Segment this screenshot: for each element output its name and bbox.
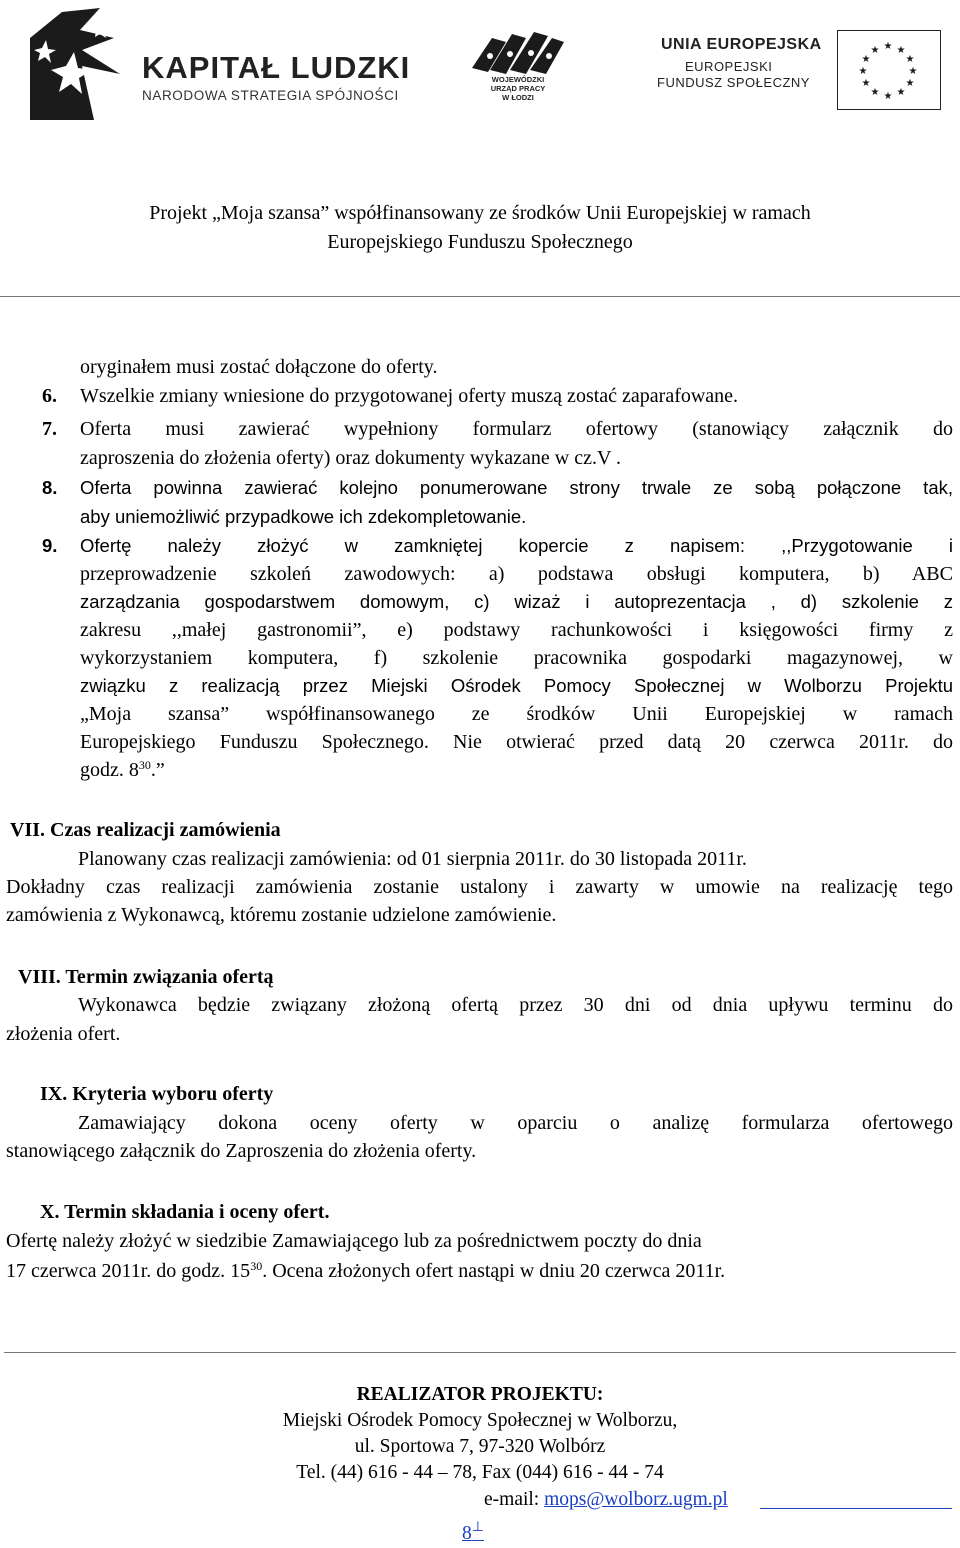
item-8-line2: aby uniemożliwić przypadkowe ich zdekompletowanie.: [80, 506, 527, 527]
wup-line3: W ŁODZI: [502, 93, 534, 102]
svg-text:★: ★: [870, 87, 880, 98]
eu-line3: FUNDUSZ SPOŁECZNY: [657, 75, 810, 90]
section-x-evaluation: . Ocena złożonych ofert nastąpi w dniu 20 czerwca 2011r.: [262, 1260, 726, 1282]
wup-lodz-logo: [468, 28, 568, 103]
section-x-heading: X. Termin składania i oceny ofert.: [40, 1201, 330, 1223]
item-9-time: godz. 8: [80, 759, 139, 781]
eu-flag-icon: [837, 30, 941, 110]
section-viii-heading: VIII. Termin związania ofertą: [18, 966, 274, 988]
section-vii-line1: Planowany czas realizacji zamówienia: od 01 sierpnia 2011r. do 30 listopada 2011r.: [78, 848, 747, 870]
svg-text:★: ★: [908, 66, 918, 77]
wup-cards-icon: [468, 28, 568, 76]
section-viii-line1: Wykonawca będzie związany złożoną ofertą przez 30 dni od dnia upływu terminu do: [78, 994, 953, 1016]
svg-text:★: ★: [883, 41, 893, 52]
section-ix-line2: stanowiącego załącznik do Zaproszenia do złożenia oferty.: [6, 1140, 477, 1162]
kapital-ludzki-logo: [22, 8, 422, 128]
footer-line3: Tel. (44) 616 - 44 – 78, Fax (044) 616 - 44 - 74: [296, 1462, 664, 1483]
kapital-ludzki-title: KAPITAŁ LUDZKI: [142, 50, 411, 85]
page-number-value: 8: [462, 1523, 472, 1544]
item-9-line8: Europejskiego Funduszu Społecznego. Nie otwierać przed datą 20 czerwca 2011r. do: [80, 731, 953, 753]
wup-line2: URZĄD PRACY: [490, 84, 546, 93]
svg-text:★: ★: [870, 45, 880, 56]
item-9-line2: przeprowadzenie szkoleń zawodowych: a) podstawa obsługi komputera, b) ABC: [80, 563, 953, 585]
continuation-line: oryginałem musi zostać dołączone do oferty.: [80, 356, 438, 378]
section-x-deadline: 17 czerwca 2011r. do godz. 15: [6, 1260, 251, 1282]
item-9-end: .”: [150, 759, 165, 781]
footer-email-underline: [760, 1508, 952, 1509]
eu-line2: EUROPEJSKI: [685, 59, 773, 74]
item-9-line1: Ofertę należy złożyć w zamkniętej kopercie z napisem: ,,Przygotowanie i: [80, 535, 953, 556]
item-6-number: 6.: [42, 385, 57, 407]
item-6-text: Wszelkie zmiany wniesione do przygotowanej oferty muszą zostać zaparafowane.: [80, 385, 739, 407]
footer-line2: ul. Sportowa 7, 97-320 Wolbórz: [354, 1436, 606, 1457]
item-9-line6: związku z realizacją przez Miejski Ośrodek Pomocy Społecznej w Wolborzu Projektu: [80, 675, 953, 696]
item-9-number: 9.: [42, 535, 58, 556]
svg-text:★: ★: [905, 54, 915, 65]
wup-line1: WOJEWÓDZKI: [491, 75, 545, 84]
item-9-time-sup: 30: [138, 758, 151, 772]
footer-email-link[interactable]: mops@wolborz.ugm.pl: [544, 1489, 728, 1510]
section-vii-heading: VII. Czas realizacji zamówienia: [10, 819, 281, 841]
item-9-line4: zakresu ,,małej gastronomii”, e) podstawy rachunkowości i księgowości firmy z: [80, 619, 953, 641]
section-viii-line2: złożenia ofert.: [6, 1023, 121, 1045]
section-ix-line1: Zamawiający dokona oceny oferty w oparciu o analizę formularza ofertowego: [78, 1112, 953, 1134]
project-header: [0, 199, 960, 257]
wup-text: [468, 75, 568, 102]
eu-title: UNIA EUROPEJSKA: [661, 36, 822, 53]
section-vii-line3: zamówienia z Wykonawcą, któremu zostanie udzielone zamówienie.: [6, 904, 557, 926]
svg-text:★: ★: [861, 78, 871, 89]
svg-text:★: ★: [896, 87, 906, 98]
section-x-deadline-sup: 30: [250, 1259, 263, 1273]
header-divider: [0, 296, 960, 297]
footer-line1: Miejski Ośrodek Pomocy Społecznej w Wolborzu,: [282, 1410, 678, 1431]
page-number-mark-icon: ⊥: [471, 1520, 484, 1535]
item-7-line2: zaproszenia do złożenia oferty) oraz dokumenty wykazane w cz.V .: [80, 447, 622, 469]
kapital-ludzki-subtitle: NARODOWA STRATEGIA SPÓJNOŚCI: [142, 88, 399, 103]
section-x-line2: [6, 1257, 725, 1285]
section-x-line1: Ofertę należy złożyć w siedzibie Zamawiającego lub za pośrednictwem poczty do dnia: [6, 1230, 702, 1252]
kapital-ludzki-emblem-icon: [22, 8, 132, 128]
item-7-number: 7.: [42, 418, 57, 440]
section-ix-heading: IX. Kryteria wyboru oferty: [40, 1083, 274, 1105]
item-9-line3: zarządzania gospodarstwem domowym, c) wizaż i autoprezentacja , d) szkolenie z: [80, 591, 953, 612]
svg-text:★: ★: [858, 66, 868, 77]
svg-text:★: ★: [861, 54, 871, 65]
item-7-line1: Oferta musi zawierać wypełniony formularz ofertowy (stanowiący załącznik do: [80, 418, 953, 440]
svg-text:★: ★: [896, 45, 906, 56]
item-9-line9: [80, 756, 165, 784]
page-number: [462, 1514, 484, 1548]
item-9-line5: wykorzystaniem komputera, f) szkolenie pracownika gospodarki magazynowej, w: [80, 647, 953, 669]
project-header-line2: Europejskiego Funduszu Społecznego: [327, 231, 633, 253]
footer-email-label: e-mail:: [484, 1489, 545, 1510]
eu-logo: [655, 30, 945, 110]
section-vii-line2: Dokładny czas realizacji zamówienia zostanie ustalony i zawarty w umowie na realizację tego: [6, 876, 953, 898]
footer-title: REALIZATOR PROJEKTU:: [356, 1384, 604, 1405]
svg-text:★: ★: [883, 91, 893, 102]
svg-text:★: ★: [905, 78, 915, 89]
item-8-line1: Oferta powinna zawierać kolejno ponumerowane strony trwale ze sobą połączone tak,: [80, 477, 953, 498]
item-9-line7: „Moja szansa” współfinansowanego ze środków Unii Europejskiej w ramach: [80, 703, 953, 725]
project-header-line1: Projekt „Moja szansa” współfinansowany ze środków Unii Europejskiej w ramach: [149, 202, 811, 224]
item-8-number: 8.: [42, 477, 58, 498]
footer-email-line: [484, 1486, 728, 1514]
footer-divider: [4, 1352, 956, 1353]
